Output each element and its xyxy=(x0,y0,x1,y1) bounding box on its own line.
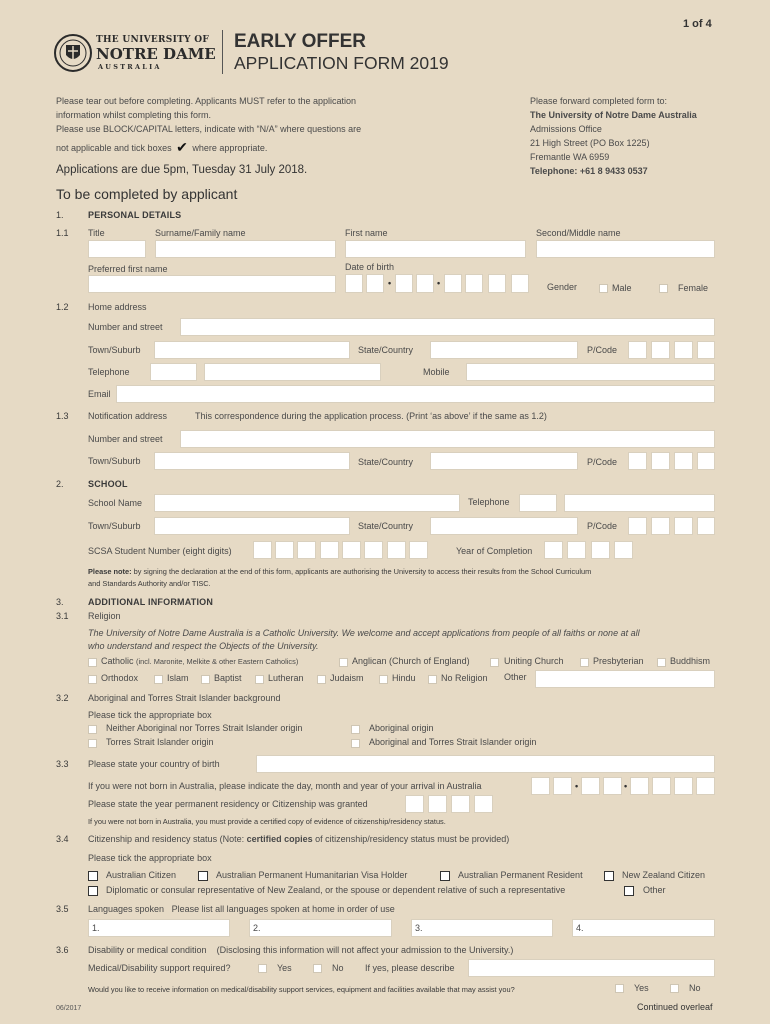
neither-origin-checkbox[interactable] xyxy=(88,725,97,734)
logo-line1: THE UNIVERSITY OF xyxy=(96,35,210,45)
year-completion-label: Year of Completion xyxy=(456,546,533,556)
school-note-bold: Please note: xyxy=(88,567,132,576)
form-title-line2: APPLICATION FORM 2019 xyxy=(234,53,449,73)
school-pcode-1[interactable] xyxy=(628,517,647,535)
school-town-label: Town/Suburb xyxy=(88,521,141,531)
arrival-day1[interactable] xyxy=(531,777,550,795)
baptist-checkbox[interactable] xyxy=(201,675,210,684)
catholic-label xyxy=(101,656,298,666)
disability-note: (Disclosing this information will not affect your admission to the University.) xyxy=(216,945,514,955)
mobile-label: Mobile xyxy=(423,367,450,377)
scsa-digit[interactable] xyxy=(364,541,383,559)
language-3-input[interactable] xyxy=(411,919,553,937)
home-state-label: State/Country xyxy=(358,345,414,355)
scsa-digit[interactable] xyxy=(387,541,406,559)
anglican-checkbox[interactable] xyxy=(339,658,348,667)
title-label: Title xyxy=(88,228,105,238)
humanitarian-label: Australian Permanent Humanitarian Visa Holder xyxy=(216,870,408,880)
languages-title: Languages spoken xyxy=(88,904,165,914)
au-resident-label: Australian Permanent Resident xyxy=(458,870,583,880)
notif-pcode-label: P/Code xyxy=(587,457,618,467)
telephone-input[interactable] xyxy=(204,363,381,381)
surname-label: Surname/Family name xyxy=(155,228,246,238)
diplomatic-label: Diplomatic or consular representative of New Zealand, or the spouse or dependent relative of such a representative xyxy=(106,885,566,895)
s11-number: 1.1 xyxy=(56,228,69,238)
residency-year1[interactable] xyxy=(405,795,424,813)
notif-pcode-1[interactable] xyxy=(628,452,647,470)
describe-label: If yes, please describe xyxy=(365,963,455,973)
s36-number: 3.6 xyxy=(56,945,69,955)
dob-year4[interactable] xyxy=(511,274,529,293)
lutheran-checkbox[interactable] xyxy=(255,675,264,684)
home-address-label: Home address xyxy=(88,302,147,312)
catholic-text: Catholic xyxy=(101,656,134,666)
other-religion-label: Other xyxy=(504,672,527,682)
nz-citizen-label: New Zealand Citizen xyxy=(622,870,706,880)
uniting-label: Uniting Church xyxy=(504,656,564,666)
middlename-label: Second/Middle name xyxy=(536,228,621,238)
s2-title: SCHOOL xyxy=(88,479,128,489)
address-line2: The University of Notre Dame Australia xyxy=(530,110,697,120)
notif-town-input[interactable] xyxy=(154,452,350,470)
school-note-line2: and Standards Authority and/or TISC. xyxy=(88,579,211,588)
home-town-input[interactable] xyxy=(154,341,350,359)
due-date: Applications are due 5pm, Tuesday 31 July 2018. xyxy=(56,164,308,176)
school-pcode-2[interactable] xyxy=(651,517,670,535)
residency-year4[interactable] xyxy=(474,795,493,813)
arrival-month2[interactable] xyxy=(603,777,622,795)
hindu-checkbox[interactable] xyxy=(379,675,388,684)
humanitarian-checkbox[interactable] xyxy=(198,871,208,881)
preferred-name-input[interactable] xyxy=(88,275,336,293)
dob-year1[interactable] xyxy=(444,274,462,293)
s1-title: PERSONAL DETAILS xyxy=(88,210,182,220)
presbyterian-checkbox[interactable] xyxy=(580,658,589,667)
residency-label: Please state the year permanent residency or Citizenship was granted xyxy=(88,799,368,809)
intro-line1: Please tear out before completing. Applicants MUST refer to the application xyxy=(56,96,357,106)
checkmark-icon: ✔ xyxy=(176,139,188,155)
s34-number: 3.4 xyxy=(56,834,69,844)
address-line3: Admissions Office xyxy=(530,124,602,134)
notif-street-label: Number and street xyxy=(88,434,163,444)
religion-text1: The University of Notre Dame Australia is a Catholic University. We welcome and accept applications from people of all faiths or none at all xyxy=(88,628,640,638)
citizenship-tick-instruction: Please tick the appropriate box xyxy=(88,853,212,863)
s32-number: 3.2 xyxy=(56,693,69,703)
s33-number: 3.3 xyxy=(56,759,69,769)
preferred-name-label: Preferred first name xyxy=(88,264,168,274)
intro-line4b: where appropriate. xyxy=(192,143,268,153)
s13-number: 1.3 xyxy=(56,411,69,421)
school-telephone-input[interactable] xyxy=(564,494,715,512)
diplomatic-checkbox[interactable] xyxy=(88,886,98,896)
judaism-checkbox[interactable] xyxy=(317,675,326,684)
citizenship-note-prefix: (Note: xyxy=(219,834,245,844)
s2-number: 2. xyxy=(56,479,64,489)
citizenship-certified: certified copies xyxy=(246,834,313,844)
telephone-area-input[interactable] xyxy=(150,363,197,381)
language-3-number: 3. xyxy=(415,923,423,933)
home-town-label: Town/Suburb xyxy=(88,345,141,355)
info-no-label: No xyxy=(689,983,701,993)
orthodox-checkbox[interactable] xyxy=(88,675,97,684)
no-religion-label: No Religion xyxy=(441,673,488,683)
email-input[interactable] xyxy=(116,385,715,403)
logo-line3: A U S T R A L I A xyxy=(98,63,160,71)
school-note xyxy=(88,567,591,576)
dob-month2[interactable] xyxy=(416,274,434,293)
catholic-checkbox[interactable] xyxy=(88,658,97,667)
notif-pcode-3[interactable] xyxy=(674,452,693,470)
school-telephone-label: Telephone xyxy=(468,497,510,507)
school-name-input[interactable] xyxy=(154,494,460,512)
school-name-label: School Name xyxy=(88,498,143,508)
gender-label: Gender xyxy=(547,282,578,292)
islam-label: Islam xyxy=(167,673,189,683)
school-telephone-area[interactable] xyxy=(519,494,557,512)
gender-male-checkbox[interactable] xyxy=(599,284,608,293)
footer-continued: Continued overleaf xyxy=(637,1002,713,1012)
logo-line2: NOTRE DAME xyxy=(96,45,216,63)
dob-day2[interactable] xyxy=(366,274,384,293)
school-pcode-3[interactable] xyxy=(674,517,693,535)
middlename-input[interactable] xyxy=(536,240,715,258)
info-yes-label: Yes xyxy=(634,983,649,993)
dob-day1[interactable] xyxy=(345,274,363,293)
s1-number: 1. xyxy=(56,210,64,220)
arrival-year4[interactable] xyxy=(696,777,715,795)
no-religion-checkbox[interactable] xyxy=(428,675,437,684)
home-street-label: Number and street xyxy=(88,322,163,332)
scsa-digit[interactable] xyxy=(320,541,339,559)
footer-date: 06/2017 xyxy=(56,1005,82,1012)
support-no-label: No xyxy=(332,963,344,973)
other-status-checkbox[interactable] xyxy=(624,886,634,896)
home-pcode-1[interactable] xyxy=(628,341,647,359)
buddhism-label: Buddhism xyxy=(670,656,711,666)
baptist-label: Baptist xyxy=(214,673,242,683)
languages-note: Please list all languages spoken at home in order of use xyxy=(171,904,395,914)
dob-month1[interactable] xyxy=(395,274,413,293)
arrival-year3[interactable] xyxy=(674,777,693,795)
catholic-note: (incl. Maronite, Melkite & other Eastern Catholics) xyxy=(136,657,299,666)
notification-note: This correspondence during the application process. (Print ‘as above’ if the same as 1.2) xyxy=(195,411,547,421)
crest-icon xyxy=(54,33,92,73)
atsi-label: Aboriginal and Torres Strait Islander background xyxy=(88,693,281,703)
language-1-number: 1. xyxy=(92,923,100,933)
au-citizen-checkbox[interactable] xyxy=(88,871,98,881)
scsa-digit[interactable] xyxy=(297,541,316,559)
school-state-label: State/Country xyxy=(358,521,414,531)
address-line6: Telephone: +61 8 9433 0537 xyxy=(530,166,648,176)
gender-male-label: Male xyxy=(612,283,632,293)
orthodox-label: Orthodox xyxy=(101,673,139,683)
language-1-input[interactable] xyxy=(88,919,230,937)
lutheran-label: Lutheran xyxy=(268,673,304,683)
aboriginal-checkbox[interactable] xyxy=(351,725,360,734)
dob-label: Date of birth xyxy=(345,262,395,272)
home-street-input[interactable] xyxy=(180,318,715,336)
s3-title: ADDITIONAL INFORMATION xyxy=(88,597,214,607)
arrival-label: If you were not born in Australia, please indicate the day, month and year of your arrival in Australia xyxy=(88,781,482,791)
mobile-input[interactable] xyxy=(466,363,715,381)
dob-separator: • xyxy=(437,278,441,288)
page-number: 1 of 4 xyxy=(683,18,712,30)
other-religion-input[interactable] xyxy=(535,670,715,688)
form-title-line1: EARLY OFFER xyxy=(234,31,366,52)
home-state-input[interactable] xyxy=(430,341,578,359)
dob-year2[interactable] xyxy=(465,274,483,293)
support-yes-label: Yes xyxy=(277,963,292,973)
notif-pcode-4[interactable] xyxy=(697,452,715,470)
notif-street-input[interactable] xyxy=(180,430,715,448)
home-pcode-4[interactable] xyxy=(697,341,715,359)
s31-number: 3.1 xyxy=(56,611,69,621)
support-yes-checkbox[interactable] xyxy=(258,964,267,973)
tsi-checkbox[interactable] xyxy=(88,739,97,748)
arrival-separator: • xyxy=(624,781,628,791)
other-status-label: Other xyxy=(643,885,666,895)
gender-female-label: Female xyxy=(678,283,709,293)
arrival-separator: • xyxy=(575,781,579,791)
hindu-label: Hindu xyxy=(392,673,416,683)
school-note-text: by signing the declaration at the end of this form, applicants are authorising the University to access their results from the School Curriculum xyxy=(133,567,592,576)
citizenship-note-suffix: of citizenship/residency status must be provided) xyxy=(315,834,510,844)
scsa-digit[interactable] xyxy=(253,541,272,559)
tsi-label: Torres Strait Islander origin xyxy=(106,737,214,747)
year-digit[interactable] xyxy=(567,541,586,559)
language-4-number: 4. xyxy=(576,923,584,933)
residency-year2[interactable] xyxy=(428,795,447,813)
notif-town-label: Town/Suburb xyxy=(88,456,141,466)
section-heading: To be completed by applicant xyxy=(56,186,238,202)
email-label: Email xyxy=(88,389,111,399)
language-4-input[interactable] xyxy=(572,919,715,937)
atsi-tick-instruction: Please tick the appropriate box xyxy=(88,710,212,720)
notification-label: Notification address xyxy=(88,411,168,421)
certified-note: If you were not born in Australia, you must provide a certified copy of evidence of citizenship/residency status. xyxy=(88,817,446,826)
s3-number: 3. xyxy=(56,597,64,607)
intro-line2: information whilst completing this form. xyxy=(56,110,212,120)
school-town-input[interactable] xyxy=(154,517,350,535)
firstname-label: First name xyxy=(345,228,388,238)
aboriginal-label: Aboriginal origin xyxy=(369,723,434,733)
religion-label: Religion xyxy=(88,611,121,621)
language-2-input[interactable] xyxy=(249,919,392,937)
religion-text2: who understand and respect the Objects of the University. xyxy=(88,641,319,651)
scsa-digit[interactable] xyxy=(275,541,294,559)
s12-number: 1.2 xyxy=(56,302,69,312)
school-state-input[interactable] xyxy=(430,517,578,535)
dob-separator: • xyxy=(388,278,392,288)
languages-label xyxy=(88,904,395,914)
year-digit[interactable] xyxy=(544,541,563,559)
neither-origin-label: Neither Aboriginal nor Torres Strait Islander origin xyxy=(106,723,303,733)
info-no-checkbox[interactable] xyxy=(670,984,679,993)
au-citizen-label: Australian Citizen xyxy=(106,870,177,880)
address-line1: Please forward completed form to: xyxy=(530,96,668,106)
judaism-label: Judaism xyxy=(330,673,364,683)
address-line5: Fremantle WA 6959 xyxy=(530,152,610,162)
au-resident-checkbox[interactable] xyxy=(440,871,450,881)
intro-line4a: not applicable and tick boxes xyxy=(56,143,172,153)
buddhism-checkbox[interactable] xyxy=(657,658,666,667)
scsa-digit[interactable] xyxy=(409,541,428,559)
arrival-year2[interactable] xyxy=(652,777,671,795)
info-yes-checkbox[interactable] xyxy=(615,984,624,993)
year-digit[interactable] xyxy=(591,541,610,559)
notif-pcode-2[interactable] xyxy=(651,452,670,470)
title-input[interactable] xyxy=(88,240,146,258)
both-origin-label: Aboriginal and Torres Strait Islander origin xyxy=(369,737,537,747)
intro-line4 xyxy=(56,138,267,155)
islam-checkbox[interactable] xyxy=(154,675,163,684)
arrival-day2[interactable] xyxy=(553,777,572,795)
school-pcode-4[interactable] xyxy=(697,517,715,535)
surname-input[interactable] xyxy=(155,240,336,258)
birth-country-input[interactable] xyxy=(256,755,715,773)
anglican-label: Anglican (Church of England) xyxy=(352,656,470,666)
gender-female-checkbox[interactable] xyxy=(659,284,668,293)
arrival-year1[interactable] xyxy=(630,777,649,795)
describe-input[interactable] xyxy=(468,959,715,977)
nz-citizen-checkbox[interactable] xyxy=(604,871,614,881)
intro-line3: Please use BLOCK/CAPITAL letters, indicate with “N/A” where questions are xyxy=(56,124,362,134)
arrival-month1[interactable] xyxy=(581,777,600,795)
university-logo xyxy=(54,33,214,75)
birth-country-label: Please state your country of birth xyxy=(88,759,220,769)
notif-state-label: State/Country xyxy=(358,457,414,467)
school-pcode-label: P/Code xyxy=(587,521,618,531)
home-pcode-2[interactable] xyxy=(651,341,670,359)
telephone-label: Telephone xyxy=(88,367,130,377)
disability-title: Disability or medical condition xyxy=(88,945,207,955)
scsa-digit[interactable] xyxy=(342,541,361,559)
support-question: Medical/Disability support required? xyxy=(88,963,231,973)
residency-year3[interactable] xyxy=(451,795,470,813)
scsa-label: SCSA Student Number (eight digits) xyxy=(88,546,232,556)
home-pcode-label: P/Code xyxy=(587,345,618,355)
both-origin-checkbox[interactable] xyxy=(351,739,360,748)
s35-number: 3.5 xyxy=(56,904,69,914)
firstname-input[interactable] xyxy=(345,240,526,258)
logo-divider xyxy=(222,30,223,74)
language-2-number: 2. xyxy=(253,923,261,933)
year-digit[interactable] xyxy=(614,541,633,559)
uniting-checkbox[interactable] xyxy=(490,658,499,667)
disability-label xyxy=(88,945,513,955)
home-pcode-3[interactable] xyxy=(674,341,693,359)
support-no-checkbox[interactable] xyxy=(313,964,322,973)
presbyterian-label: Presbyterian xyxy=(593,656,644,666)
notif-state-input[interactable] xyxy=(430,452,578,470)
info-question: Would you like to receive information on medical/disability support services, equipment and facilities available that may assist you? xyxy=(88,985,515,994)
citizenship-label xyxy=(88,834,509,844)
citizenship-status-text: Citizenship and residency status xyxy=(88,834,218,844)
address-line4: 21 High Street (PO Box 1225) xyxy=(530,138,650,148)
dob-year3[interactable] xyxy=(488,274,506,293)
